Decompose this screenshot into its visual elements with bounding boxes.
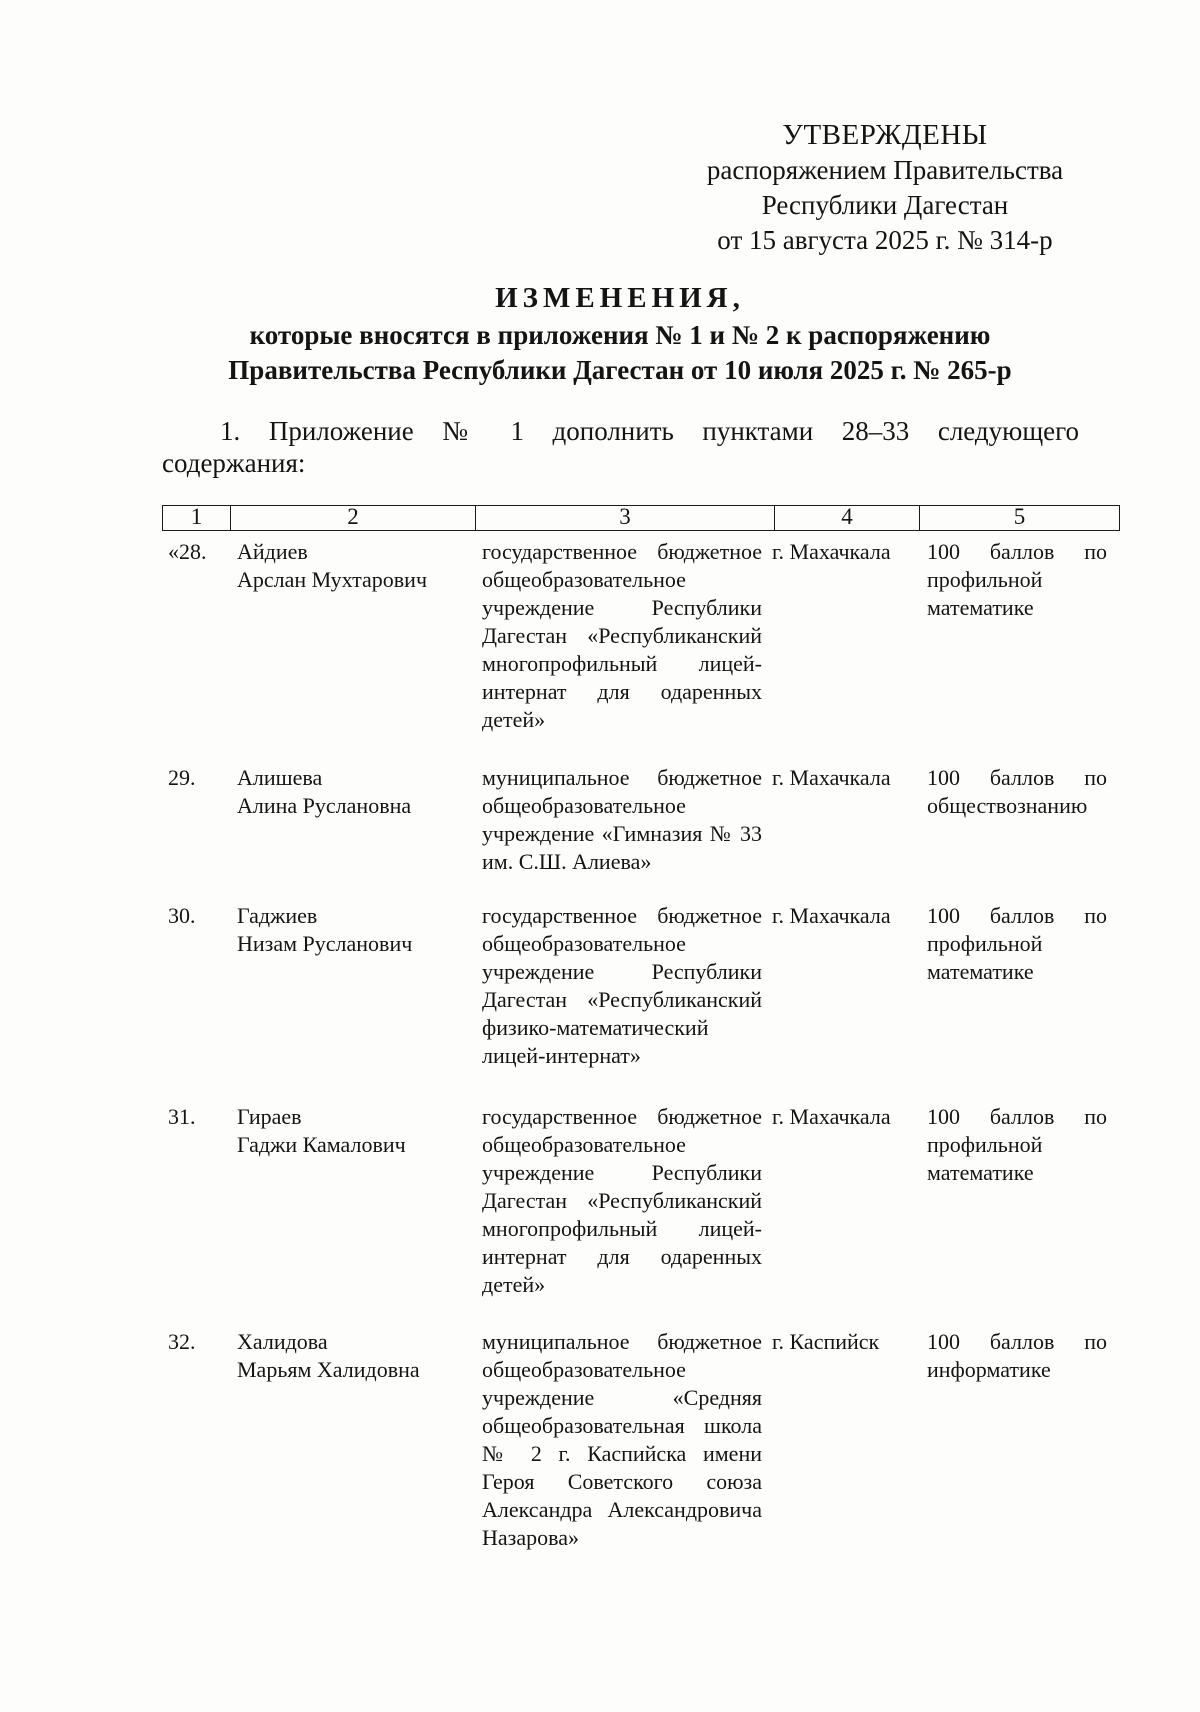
row-number: 32. bbox=[168, 1329, 196, 1354]
school-name: муниципальное бюджетное общеобразовательное учреждение «Гимназия № 33 им. С.Ш. Алиева» bbox=[482, 765, 762, 874]
school-name: государственное бюджетное общеобразовательное учреждение Республики Дагестан «Республиканский многопрофильный лицей-интернат для одаренных детей» bbox=[482, 539, 762, 732]
approval-line-1: распоряжением Правительства bbox=[706, 155, 1064, 185]
approval-line-3: от 15 августа 2025 г. № 314-р bbox=[717, 225, 1053, 255]
student-surname: Алишева bbox=[237, 765, 323, 790]
approval-line-2: Республики Дагестан bbox=[761, 190, 1009, 220]
score: 100 баллов по информатике bbox=[927, 1329, 1107, 1382]
student-surname: Гаджиев bbox=[237, 903, 318, 928]
document-title bbox=[150, 278, 1090, 388]
row-number: 31. bbox=[168, 1104, 196, 1129]
student-given-name: Алина Руслановна bbox=[237, 793, 412, 818]
table-header-cell: 5 bbox=[1013, 504, 1026, 529]
approval-stamp bbox=[690, 118, 1080, 258]
approval-heading: УТВЕРЖДЕНЫ bbox=[782, 119, 988, 151]
table-header-cell: 4 bbox=[775, 506, 920, 530]
student-given-name: Арслан Мухтарович bbox=[237, 567, 428, 592]
table-header-cell: 1 bbox=[163, 506, 231, 530]
city: г. Каспийск bbox=[772, 1329, 880, 1354]
student-surname: Гираев bbox=[237, 1104, 302, 1129]
student-name bbox=[237, 1328, 467, 1384]
title-subtitle-1: которые вносятся в приложения № 1 и № 2 к распоряжению bbox=[249, 320, 991, 350]
student-surname: Халидова bbox=[237, 1329, 328, 1354]
paragraph-line-2: содержания: bbox=[162, 448, 306, 478]
school-name: муниципальное бюджетное общеобразовательное учреждение «Средняя общеобразовательная школа № 2 г. Каспийска имени Героя Советского союза Александра Александровича Назарова» bbox=[482, 1329, 762, 1550]
student-given-name: Низам Русланович bbox=[237, 931, 413, 956]
city: г. Махачкала bbox=[772, 903, 891, 928]
table-header-cell: 2 bbox=[231, 506, 476, 530]
score: 100 баллов по обществознанию bbox=[927, 765, 1107, 818]
student-name bbox=[237, 902, 467, 958]
paragraph-1 bbox=[162, 415, 1079, 479]
student-given-name: Марьям Халидовна bbox=[237, 1357, 420, 1382]
student-given-name: Гаджи Камалович bbox=[237, 1132, 406, 1157]
row-number: «28. bbox=[168, 539, 207, 564]
score: 100 баллов по профильной математике bbox=[927, 539, 1107, 620]
school-name: государственное бюджетное общеобразовательное учреждение Республики Дагестан «Республиканский физико-математический лицей-интернат» bbox=[482, 903, 762, 1068]
school-name: государственное бюджетное общеобразовательное учреждение Республики Дагестан «Республиканский многопрофильный лицей-интернат для одаренных детей» bbox=[482, 1104, 762, 1297]
paragraph-line-1: 1. Приложение № 1 дополнить пунктами 28–33 следующего bbox=[220, 416, 1079, 446]
table-header-cell: 3 bbox=[476, 506, 775, 530]
city: г. Махачкала bbox=[772, 765, 891, 790]
city: г. Махачкала bbox=[772, 1104, 891, 1129]
row-number: 30. bbox=[168, 903, 196, 928]
title-subtitle-2: Правительства Республики Дагестан от 10 июля 2025 г. № 265-р bbox=[228, 355, 1012, 385]
score: 100 баллов по профильной математике bbox=[927, 1104, 1107, 1185]
city: г. Махачкала bbox=[772, 539, 891, 564]
student-surname: Айдиев bbox=[237, 539, 308, 564]
row-number: 29. bbox=[168, 765, 196, 790]
student-name bbox=[237, 764, 467, 820]
student-name bbox=[237, 1103, 467, 1159]
student-name bbox=[237, 538, 467, 594]
title-main: ИЗМЕНЕНИЯ, bbox=[495, 282, 745, 314]
table-header bbox=[162, 505, 1120, 531]
score: 100 баллов по профильной математике bbox=[927, 903, 1107, 984]
